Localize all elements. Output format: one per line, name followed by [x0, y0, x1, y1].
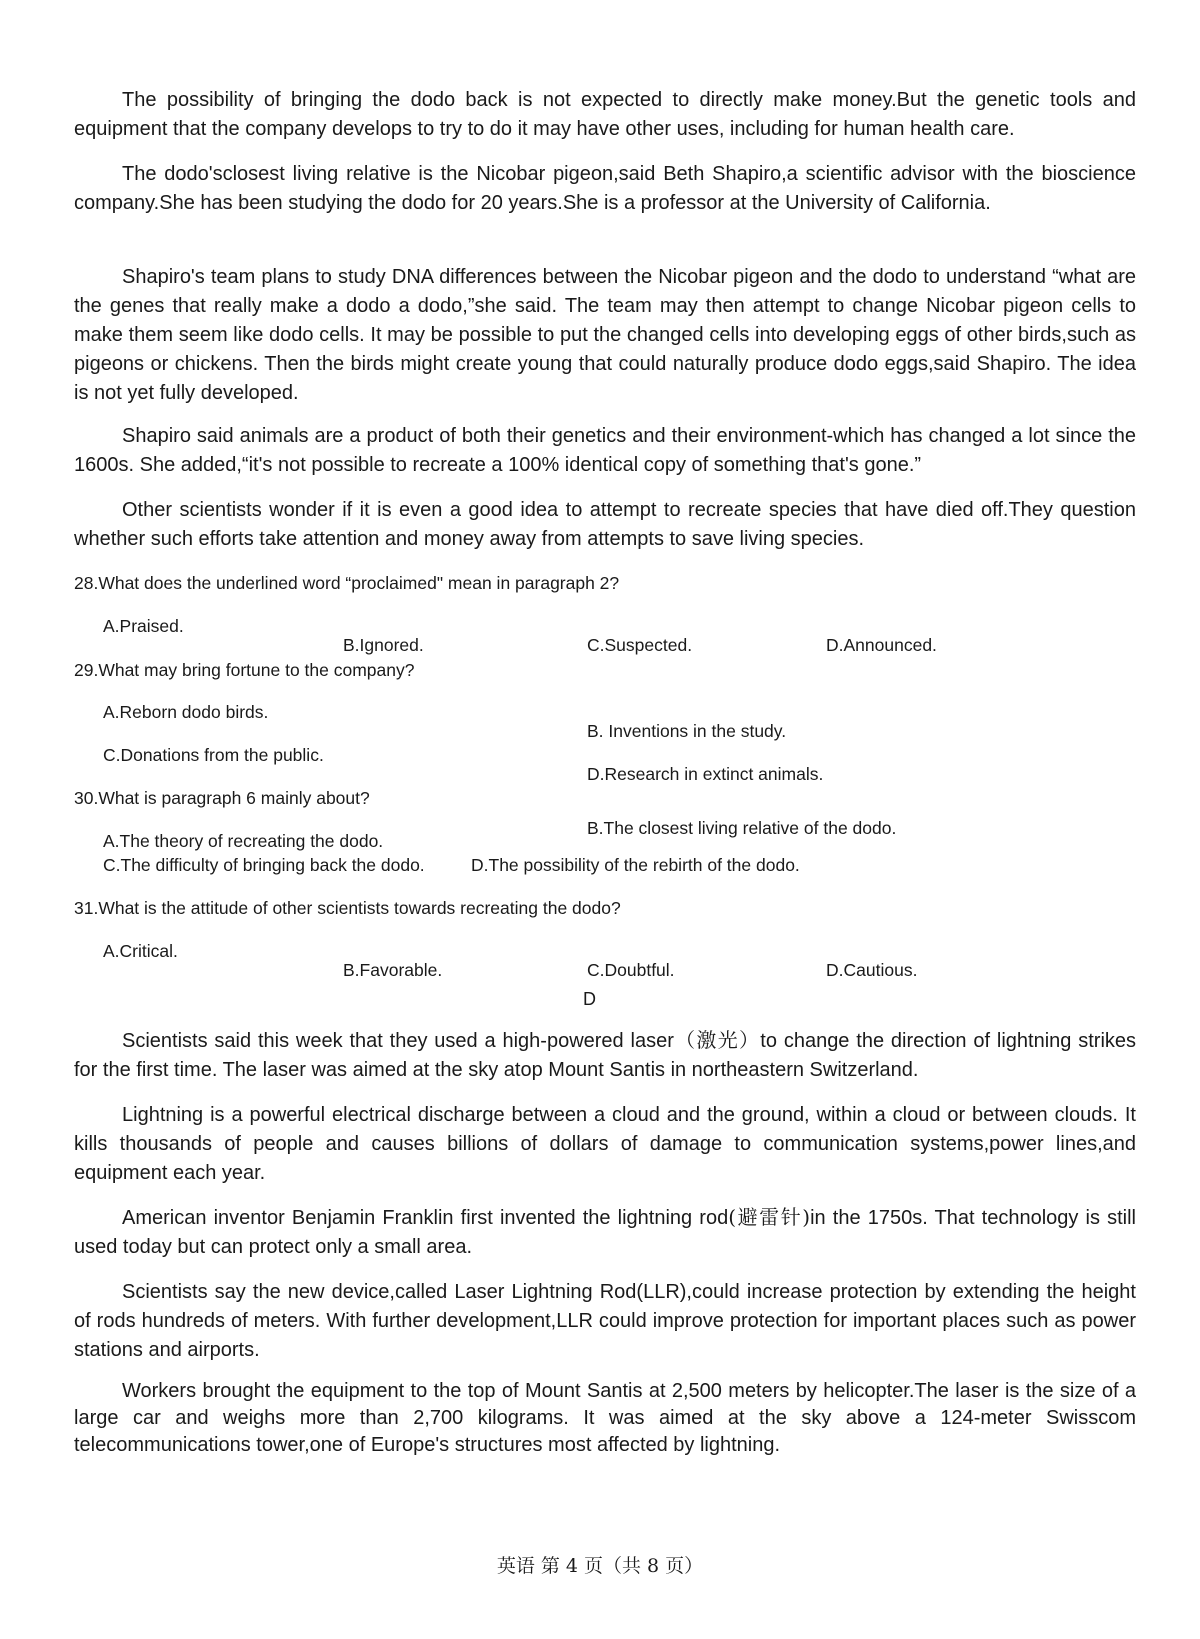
option-c[interactable]: C.Suspected. — [587, 635, 693, 655]
question-stem: 31.What is the attitude of other scientists towards recreating the dodo? — [74, 898, 621, 918]
question-stem: 28.What does the underlined word “proclaimed" mean in paragraph 2? — [74, 573, 620, 593]
paragraph: Shapiro's team plans to study DNA differences between the Nicobar pigeon and the dodo to understand “what are the genes that really make a dodo a dodo,”she said. The team may then attempt to change Nicobar pigeon cells to make them seem like dodo cells. It may be possible to put the changed cells into developing eggs of other birds,such as pigeons or chickens. Then the birds might create young that could naturally produce dodo eggs,said Shapiro. The idea is not yet fully developed. — [74, 266, 1136, 404]
option-b[interactable]: B. Inventions in the study. — [587, 721, 787, 741]
question-stem: 30.What is paragraph 6 mainly about? — [74, 788, 370, 808]
paragraph: Other scientists wonder if it is even a good idea to attempt to recreate species that have died off.They question whether such efforts take attention and money away from attempts to save living species. — [74, 499, 1136, 550]
page-footer: 英语 第 4 页（共 8 页） — [496, 1555, 704, 1577]
option-b[interactable]: B.Ignored. — [343, 635, 424, 655]
paragraph: The possibility of bringing the dodo back is not expected to directly make money.But the genetic tools and equipment that the company develops to try to do it may have other uses, including for human health care. — [74, 89, 1136, 140]
section-heading: D — [583, 989, 596, 1009]
paragraph: Shapiro said animals are a product of both their genetics and their environment-which has changed a lot since the 1600s. She added,“it's not possible to recreate a 100% identical copy of something that's gone.” — [74, 425, 1136, 476]
paragraph: Scientists say the new device,called Laser Lightning Rod(LLR),could increase protection by extending the height of rods hundreds of meters. With further development,LLR could improve protection for important places such as power stations and airports. — [74, 1281, 1136, 1361]
chinese-gloss: （激光） — [673, 1028, 761, 1052]
question-stem: 29.What may bring fortune to the company? — [74, 660, 415, 680]
option-a[interactable]: A.The theory of recreating the dodo. — [103, 831, 384, 851]
paragraph-text: Scientists said this week that they used a high-powered laser — [122, 1030, 674, 1052]
paragraph-text: in the 1750s. That technology is still used today but can protect only a small area. — [74, 1207, 1136, 1258]
option-d[interactable]: D.The possibility of the rebirth of the dodo. — [471, 855, 800, 875]
option-d[interactable]: D.Announced. — [826, 635, 937, 655]
option-a[interactable]: A.Critical. — [103, 941, 178, 961]
option-c[interactable]: C.Donations from the public. — [103, 745, 324, 765]
option-d[interactable]: D.Cautious. — [826, 960, 918, 980]
option-a[interactable]: A.Reborn dodo birds. — [103, 702, 269, 722]
option-c[interactable]: C.Doubtful. — [587, 960, 675, 980]
option-b[interactable]: B.The closest living relative of the dodo. — [587, 818, 897, 838]
paragraph — [74, 1203, 1136, 1262]
chinese-gloss: (避雷针) — [728, 1205, 811, 1229]
option-c[interactable]: C.The difficulty of bringing back the dodo. — [103, 855, 425, 875]
paragraph-text: American inventor Benjamin Franklin first invented the lightning rod — [122, 1207, 729, 1229]
option-a[interactable]: A.Praised. — [103, 616, 184, 636]
paragraph: Lightning is a powerful electrical discharge between a cloud and the ground, within a cloud or between clouds. It kills thousands of people and causes billions of dollars of damage to communication systems,power lines,and equipment each year. — [74, 1104, 1136, 1184]
paragraph-text: to change the direction of lightning strikes for the first time. The laser was aimed at the sky atop Mount Santis in northeastern Switzerland. — [74, 1030, 1137, 1081]
paragraph: The dodo'sclosest living relative is the Nicobar pigeon,said Beth Shapiro,a scientific advisor with the bioscience company.She has been studying the dodo for 20 years.She is a professor at the University of California. — [74, 163, 1136, 214]
option-d[interactable]: D.Research in extinct animals. — [587, 764, 824, 784]
paragraph: Workers brought the equipment to the top of Mount Santis at 2,500 meters by helicopter.The laser is the size of a large car and weighs more than 2,700 kilograms. It was aimed at the sky above a 124-meter Swisscom telecommunications tower,one of Europe's structures most affected by lightning. — [74, 1380, 1136, 1456]
option-b[interactable]: B.Favorable. — [343, 960, 443, 980]
paragraph — [74, 1026, 1136, 1085]
